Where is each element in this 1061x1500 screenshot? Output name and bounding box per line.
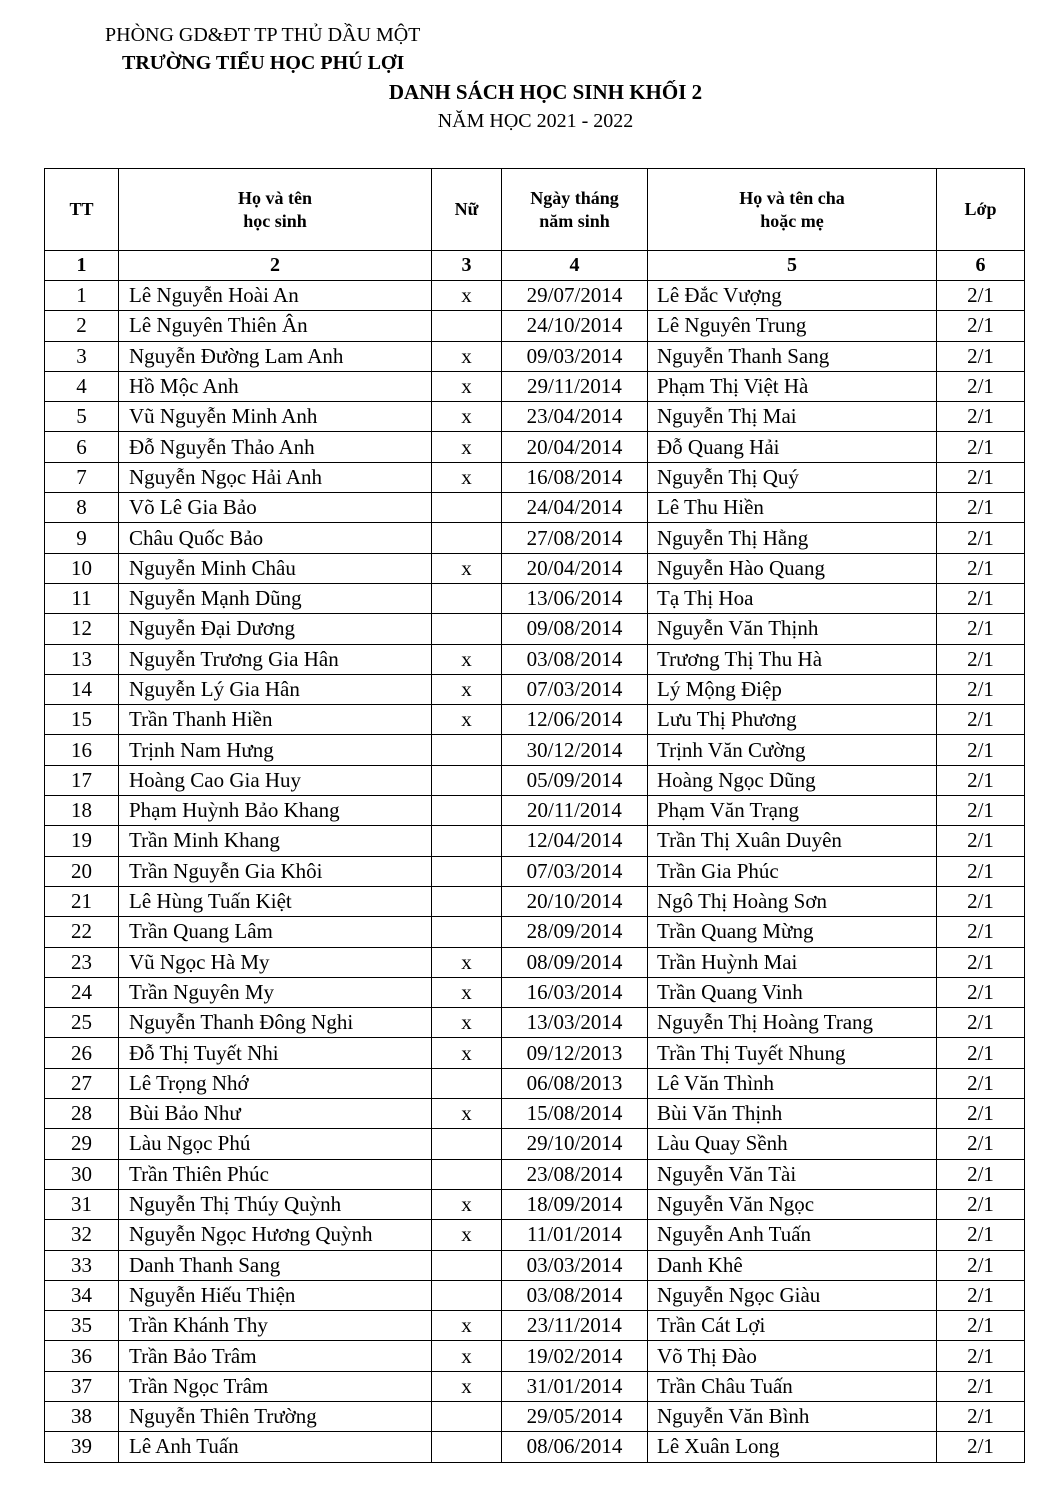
cell-tt: 1 [45,281,119,311]
cell-female [432,735,502,765]
cell-parent-name: Làu Quay Sềnh [648,1129,937,1159]
cell-parent-name: Nguyễn Văn Thịnh [648,614,937,644]
cell-parent-name: Bùi Văn Thịnh [648,1099,937,1129]
table-row [45,947,1025,977]
cell-female: x [432,977,502,1007]
cell-female: x [432,553,502,583]
cell-dob: 28/09/2014 [502,917,648,947]
cell-parent-name: Nguyễn Văn Bình [648,1401,937,1431]
cell-female: x [432,1189,502,1219]
table-row [45,917,1025,947]
cell-tt: 17 [45,765,119,795]
cell-parent-name: Đỗ Quang Hải [648,432,937,462]
cell-female: x [432,1311,502,1341]
cell-class: 2/1 [937,1129,1025,1159]
cell-parent-name: Lưu Thị Phương [648,705,937,735]
cell-class: 2/1 [937,917,1025,947]
cell-tt: 34 [45,1280,119,1310]
cell-dob: 07/03/2014 [502,856,648,886]
cell-dob: 07/03/2014 [502,674,648,704]
col-header-student-name-line1: Họ và tên [238,187,312,208]
cell-tt: 15 [45,705,119,735]
cell-tt: 11 [45,583,119,613]
table-row [45,1038,1025,1068]
cell-parent-name: Trần Gia Phúc [648,856,937,886]
cell-student-name: Trần Quang Lâm [119,917,432,947]
cell-dob: 12/04/2014 [502,826,648,856]
cell-female: x [432,1099,502,1129]
table-row [45,796,1025,826]
cell-female: x [432,341,502,371]
cell-parent-name: Trần Quang Vinh [648,977,937,1007]
cell-female [432,796,502,826]
cell-class: 2/1 [937,886,1025,916]
cell-female: x [432,1341,502,1371]
table-row [45,1371,1025,1401]
col-number-5: 5 [648,251,937,281]
cell-student-name: Đỗ Thị Tuyết Nhi [119,1038,432,1068]
cell-student-name: Hoàng Cao Gia Huy [119,765,432,795]
cell-parent-name: Trần Châu Tuấn [648,1371,937,1401]
cell-tt: 2 [45,311,119,341]
cell-dob: 13/06/2014 [502,583,648,613]
cell-dob: 03/08/2014 [502,1280,648,1310]
col-header-parent-line1: Họ và tên cha [739,187,845,208]
cell-student-name: Nguyễn Lý Gia Hân [119,674,432,704]
cell-dob: 20/10/2014 [502,886,648,916]
cell-female [432,886,502,916]
cell-class: 2/1 [937,796,1025,826]
cell-parent-name: Nguyễn Thị Hằng [648,523,937,553]
cell-student-name: Lê Hùng Tuấn Kiệt [119,886,432,916]
cell-parent-name: Lê Văn Thình [648,1068,937,1098]
cell-student-name: Vũ Nguyễn Minh Anh [119,402,432,432]
cell-female: x [432,1038,502,1068]
table-row [45,1341,1025,1371]
cell-parent-name: Nguyễn Anh Tuấn [648,1220,937,1250]
table-row [45,523,1025,553]
cell-parent-name: Nguyễn Thị Mai [648,402,937,432]
cell-dob: 18/09/2014 [502,1189,648,1219]
table-row [45,1401,1025,1431]
department-name: PHÒNG GD&ĐT TP THỦ DẦU MỘT [105,24,421,46]
cell-parent-name: Trần Thị Xuân Duyên [648,826,937,856]
cell-class: 2/1 [937,1159,1025,1189]
cell-parent-name: Nguyễn Hào Quang [648,553,937,583]
col-header-dob-line2: năm sinh [539,210,610,231]
cell-student-name: Trần Nguyên My [119,977,432,1007]
table-row [45,1311,1025,1341]
cell-student-name: Làu Ngọc Phú [119,1129,432,1159]
cell-parent-name: Tạ Thị Hoa [648,583,937,613]
cell-female [432,523,502,553]
cell-student-name: Trần Thiên Phúc [119,1159,432,1189]
cell-tt: 16 [45,735,119,765]
cell-female [432,856,502,886]
cell-parent-name: Nguyễn Văn Tài [648,1159,937,1189]
cell-student-name: Đỗ Nguyễn Thảo Anh [119,432,432,462]
table-row [45,1432,1025,1462]
student-table [44,168,1025,1463]
cell-class: 2/1 [937,402,1025,432]
col-header-tt: TT [45,169,119,251]
cell-tt: 22 [45,917,119,947]
cell-dob: 30/12/2014 [502,735,648,765]
cell-student-name: Trần Nguyễn Gia Khôi [119,856,432,886]
cell-student-name: Trần Ngọc Trâm [119,1371,432,1401]
document-title: DANH SÁCH HỌC SINH KHỐI 2 [388,80,703,104]
cell-student-name: Võ Lê Gia Bảo [119,493,432,523]
cell-parent-name: Phạm Văn Trạng [648,796,937,826]
table-row [45,614,1025,644]
cell-parent-name: Lê Nguyên Trung [648,311,937,341]
col-header-class: Lớp [937,169,1025,251]
cell-dob: 08/09/2014 [502,947,648,977]
cell-female [432,1068,502,1098]
table-row [45,371,1025,401]
table-row [45,674,1025,704]
cell-dob: 24/04/2014 [502,493,648,523]
table-row [45,432,1025,462]
cell-student-name: Trần Minh Khang [119,826,432,856]
cell-parent-name: Trần Cát Lợi [648,1311,937,1341]
cell-student-name: Nguyễn Thanh Đông Nghi [119,1008,432,1038]
cell-female [432,493,502,523]
cell-dob: 20/11/2014 [502,796,648,826]
cell-parent-name: Hoàng Ngọc Dũng [648,765,937,795]
cell-dob: 24/10/2014 [502,311,648,341]
cell-dob: 09/08/2014 [502,614,648,644]
cell-dob: 03/03/2014 [502,1250,648,1280]
cell-parent-name: Nguyễn Ngọc Giàu [648,1280,937,1310]
cell-tt: 24 [45,977,119,1007]
cell-tt: 32 [45,1220,119,1250]
cell-dob: 12/06/2014 [502,705,648,735]
cell-class: 2/1 [937,614,1025,644]
cell-female [432,826,502,856]
cell-female: x [432,1371,502,1401]
cell-class: 2/1 [937,1432,1025,1462]
cell-dob: 09/12/2013 [502,1038,648,1068]
cell-tt: 19 [45,826,119,856]
col-number-2: 2 [119,251,432,281]
cell-female: x [432,371,502,401]
cell-female [432,1250,502,1280]
cell-female [432,1432,502,1462]
table-row [45,856,1025,886]
cell-class: 2/1 [937,1371,1025,1401]
cell-class: 2/1 [937,583,1025,613]
cell-parent-name: Danh Khê [648,1250,937,1280]
cell-student-name: Nguyễn Hiếu Thiện [119,1280,432,1310]
cell-tt: 39 [45,1432,119,1462]
table-row [45,1099,1025,1129]
cell-student-name: Nguyễn Mạnh Dũng [119,583,432,613]
table-row [45,281,1025,311]
cell-class: 2/1 [937,765,1025,795]
cell-dob: 31/01/2014 [502,1371,648,1401]
cell-tt: 27 [45,1068,119,1098]
cell-dob: 15/08/2014 [502,1099,648,1129]
cell-student-name: Phạm Huỳnh Bảo Khang [119,796,432,826]
table-row [45,765,1025,795]
cell-class: 2/1 [937,553,1025,583]
table-row [45,1159,1025,1189]
cell-dob: 19/02/2014 [502,1341,648,1371]
cell-female [432,311,502,341]
cell-dob: 27/08/2014 [502,523,648,553]
cell-class: 2/1 [937,462,1025,492]
cell-class: 2/1 [937,311,1025,341]
cell-female [432,1159,502,1189]
table-row [45,493,1025,523]
cell-class: 2/1 [937,644,1025,674]
cell-tt: 6 [45,432,119,462]
cell-tt: 33 [45,1250,119,1280]
cell-class: 2/1 [937,1220,1025,1250]
cell-female: x [432,705,502,735]
table-row [45,311,1025,341]
cell-parent-name: Trần Huỳnh Mai [648,947,937,977]
cell-class: 2/1 [937,523,1025,553]
cell-class: 2/1 [937,371,1025,401]
cell-student-name: Trần Thanh Hiền [119,705,432,735]
table-row [45,583,1025,613]
cell-parent-name: Lê Đắc Vượng [648,281,937,311]
cell-class: 2/1 [937,341,1025,371]
cell-class: 2/1 [937,705,1025,735]
cell-parent-name: Nguyễn Thị Quý [648,462,937,492]
cell-student-name: Nguyễn Ngọc Hải Anh [119,462,432,492]
cell-parent-name: Trần Quang Mừng [648,917,937,947]
col-header-student-name-line2: học sinh [243,210,307,231]
cell-tt: 31 [45,1189,119,1219]
cell-parent-name: Ngô Thị Hoàng Sơn [648,886,937,916]
cell-student-name: Nguyễn Trương Gia Hân [119,644,432,674]
cell-female [432,583,502,613]
cell-tt: 30 [45,1159,119,1189]
cell-dob: 09/03/2014 [502,341,648,371]
col-header-parent-line2: hoặc mẹ [760,210,824,231]
col-header-female: Nữ [432,169,502,251]
cell-dob: 06/08/2013 [502,1068,648,1098]
column-number-row [45,251,1025,281]
cell-dob: 20/04/2014 [502,432,648,462]
cell-dob: 29/10/2014 [502,1129,648,1159]
cell-student-name: Nguyễn Đường Lam Anh [119,341,432,371]
table-row [45,1008,1025,1038]
table-row [45,826,1025,856]
cell-class: 2/1 [937,1311,1025,1341]
cell-tt: 4 [45,371,119,401]
table-row [45,1220,1025,1250]
col-header-dob-line1: Ngày tháng [530,187,619,208]
col-number-4: 4 [502,251,648,281]
cell-dob: 29/11/2014 [502,371,648,401]
student-rows [45,281,1025,1463]
table-row [45,1250,1025,1280]
cell-student-name: Nguyễn Thị Thúy Quỳnh [119,1189,432,1219]
cell-student-name: Nguyễn Ngọc Hương Quỳnh [119,1220,432,1250]
cell-dob: 16/08/2014 [502,462,648,492]
cell-female [432,614,502,644]
col-header-student-name [119,169,432,251]
cell-parent-name: Võ Thị Đào [648,1341,937,1371]
table-row [45,402,1025,432]
cell-student-name: Vũ Ngọc Hà My [119,947,432,977]
cell-female: x [432,432,502,462]
cell-tt: 20 [45,856,119,886]
cell-female [432,1401,502,1431]
cell-parent-name: Nguyễn Văn Ngọc [648,1189,937,1219]
cell-class: 2/1 [937,977,1025,1007]
cell-female: x [432,1008,502,1038]
cell-parent-name: Trịnh Văn Cường [648,735,937,765]
cell-dob: 23/04/2014 [502,402,648,432]
cell-class: 2/1 [937,1008,1025,1038]
cell-tt: 28 [45,1099,119,1129]
cell-student-name: Trần Khánh Thy [119,1311,432,1341]
col-number-3: 3 [432,251,502,281]
cell-student-name: Lê Nguyễn Hoài An [119,281,432,311]
cell-class: 2/1 [937,674,1025,704]
cell-parent-name: Lê Xuân Long [648,1432,937,1462]
table-row [45,886,1025,916]
cell-dob: 29/07/2014 [502,281,648,311]
cell-student-name: Nguyễn Đại Dương [119,614,432,644]
cell-tt: 23 [45,947,119,977]
cell-student-name: Nguyễn Thiên Trường [119,1401,432,1431]
cell-student-name: Châu Quốc Bảo [119,523,432,553]
cell-student-name: Trịnh Nam Hưng [119,735,432,765]
cell-tt: 9 [45,523,119,553]
cell-tt: 29 [45,1129,119,1159]
cell-female [432,1280,502,1310]
cell-dob: 20/04/2014 [502,553,648,583]
cell-tt: 21 [45,886,119,916]
table-row [45,1129,1025,1159]
cell-female: x [432,1220,502,1250]
col-number-6: 6 [937,251,1025,281]
cell-female: x [432,462,502,492]
cell-parent-name: Trương Thị Thu Hà [648,644,937,674]
cell-class: 2/1 [937,1280,1025,1310]
cell-parent-name: Lý Mộng Điệp [648,674,937,704]
cell-tt: 10 [45,553,119,583]
cell-tt: 26 [45,1038,119,1068]
cell-dob: 05/09/2014 [502,765,648,795]
cell-tt: 7 [45,462,119,492]
cell-tt: 25 [45,1008,119,1038]
cell-class: 2/1 [937,1068,1025,1098]
col-header-dob [502,169,648,251]
table-row [45,977,1025,1007]
cell-tt: 8 [45,493,119,523]
cell-class: 2/1 [937,1250,1025,1280]
cell-female: x [432,674,502,704]
cell-class: 2/1 [937,1189,1025,1219]
cell-female: x [432,402,502,432]
col-header-parent [648,169,937,251]
cell-tt: 18 [45,796,119,826]
cell-female [432,765,502,795]
table-row [45,705,1025,735]
cell-female [432,917,502,947]
cell-dob: 13/03/2014 [502,1008,648,1038]
cell-female [432,1129,502,1159]
cell-parent-name: Trần Thị Tuyết Nhung [648,1038,937,1068]
col-number-1: 1 [45,251,119,281]
cell-parent-name: Phạm Thị Việt Hà [648,371,937,401]
table-row [45,553,1025,583]
cell-class: 2/1 [937,493,1025,523]
cell-dob: 03/08/2014 [502,644,648,674]
cell-female: x [432,644,502,674]
school-name: TRƯỜNG TIỂU HỌC PHÚ LỢI [122,52,405,74]
cell-tt: 37 [45,1371,119,1401]
cell-student-name: Hồ Mộc Anh [119,371,432,401]
cell-student-name: Lê Nguyên Thiên Ân [119,311,432,341]
table-row [45,1189,1025,1219]
cell-female: x [432,281,502,311]
cell-class: 2/1 [937,826,1025,856]
table-row [45,341,1025,371]
cell-dob: 08/06/2014 [502,1432,648,1462]
cell-dob: 16/03/2014 [502,977,648,1007]
cell-class: 2/1 [937,1099,1025,1129]
cell-tt: 38 [45,1401,119,1431]
cell-student-name: Lê Anh Tuấn [119,1432,432,1462]
cell-student-name: Nguyễn Minh Châu [119,553,432,583]
cell-tt: 5 [45,402,119,432]
cell-female: x [432,947,502,977]
table-row [45,1280,1025,1310]
table-row [45,1068,1025,1098]
cell-dob: 23/11/2014 [502,1311,648,1341]
cell-class: 2/1 [937,856,1025,886]
cell-parent-name: Lê Thu Hiền [648,493,937,523]
cell-class: 2/1 [937,947,1025,977]
table-row [45,462,1025,492]
table-row [45,735,1025,765]
cell-student-name: Lê Trọng Nhớ [119,1068,432,1098]
school-year: NĂM HỌC 2021 - 2022 [437,110,634,132]
cell-class: 2/1 [937,432,1025,462]
cell-dob: 23/08/2014 [502,1159,648,1189]
cell-tt: 3 [45,341,119,371]
cell-class: 2/1 [937,1401,1025,1431]
cell-class: 2/1 [937,281,1025,311]
table-header-row [45,169,1025,251]
cell-dob: 29/05/2014 [502,1401,648,1431]
cell-student-name: Bùi Bảo Như [119,1099,432,1129]
cell-tt: 36 [45,1341,119,1371]
cell-tt: 14 [45,674,119,704]
cell-dob: 11/01/2014 [502,1220,648,1250]
cell-class: 2/1 [937,735,1025,765]
table-row [45,644,1025,674]
cell-parent-name: Nguyễn Thanh Sang [648,341,937,371]
cell-tt: 35 [45,1311,119,1341]
cell-student-name: Danh Thanh Sang [119,1250,432,1280]
cell-tt: 12 [45,614,119,644]
cell-student-name: Trần Bảo Trâm [119,1341,432,1371]
cell-class: 2/1 [937,1341,1025,1371]
cell-parent-name: Nguyễn Thị Hoàng Trang [648,1008,937,1038]
cell-class: 2/1 [937,1038,1025,1068]
cell-tt: 13 [45,644,119,674]
